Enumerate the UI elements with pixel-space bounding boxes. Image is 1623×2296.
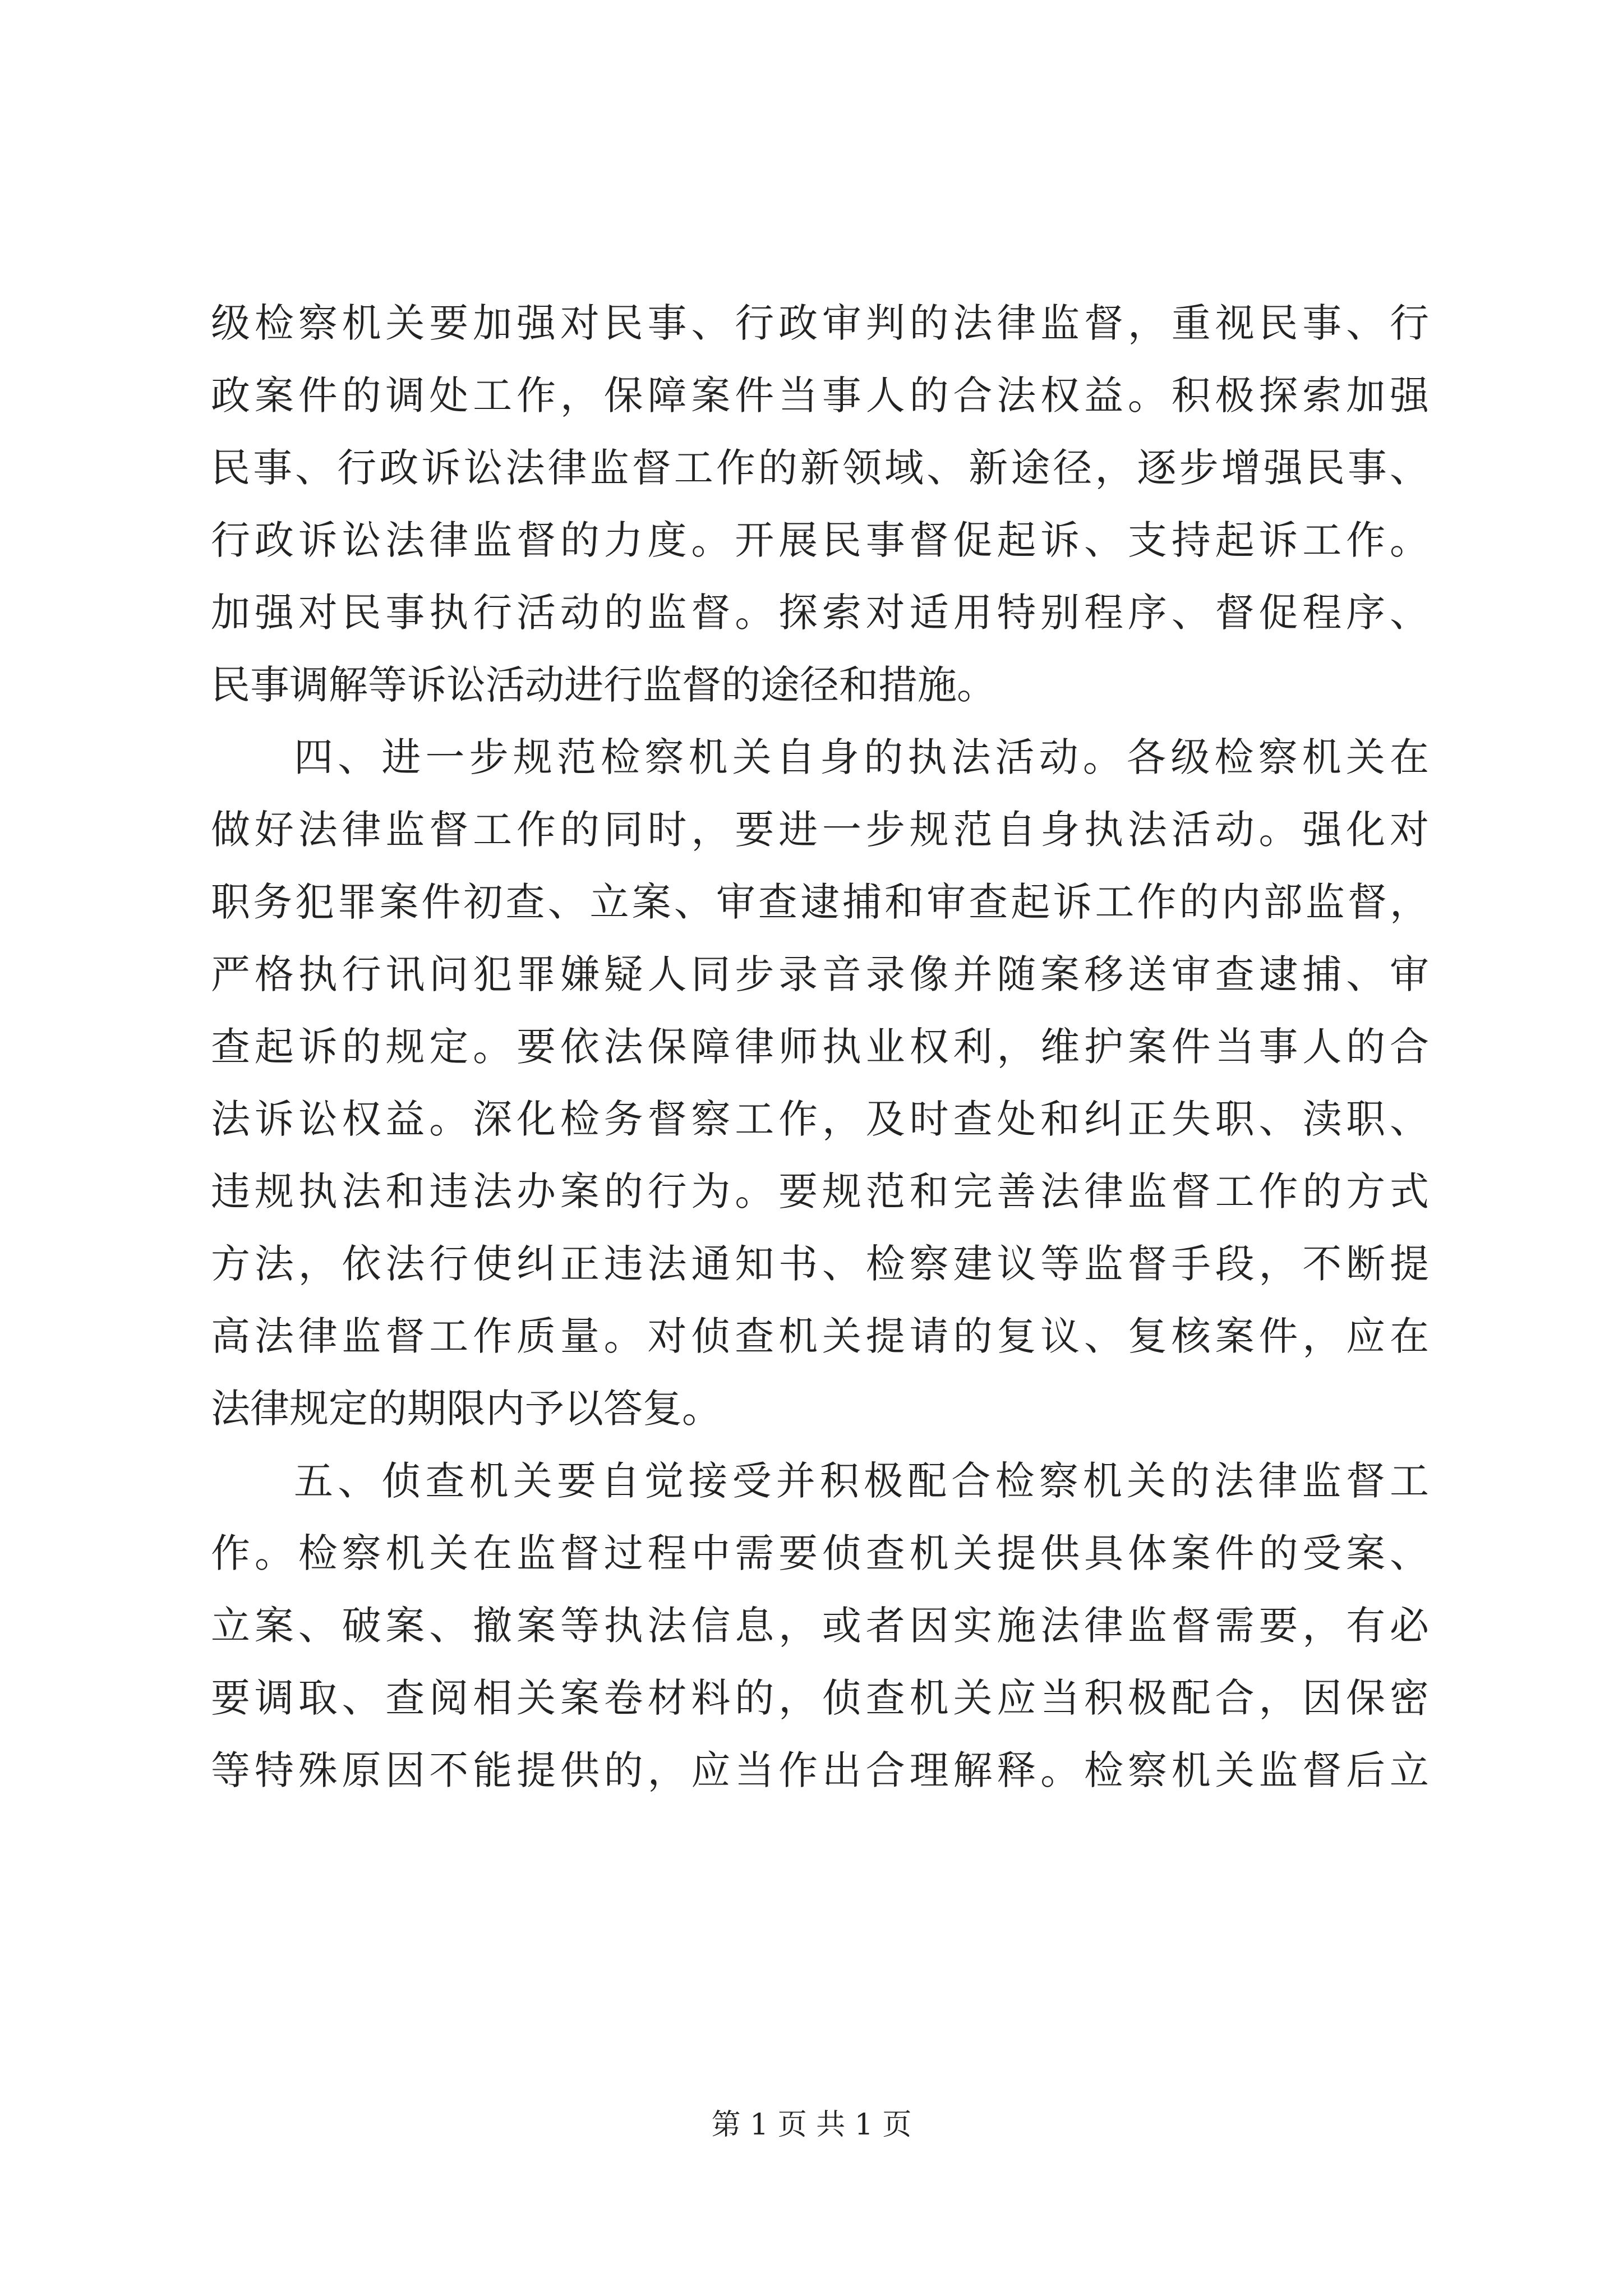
text-line: 要调取、查阅相关案卷材料的，侦查机关应当积极配合，因保密	[211, 1675, 1429, 1721]
text-line: 民事、行政诉讼法律监督工作的新领域、新途径，逐步增强民事、	[211, 445, 1429, 491]
text-line: 级检察机关要加强对民事、行政审判的法律监督，重视民事、行	[211, 300, 1429, 346]
page-footer: 第 1 页 共 1 页	[711, 2108, 912, 2142]
text-line: 加强对民事执行活动的监督。探索对适用特别程序、督促程序、	[211, 590, 1429, 636]
text-line: 作。检察机关在监督过程中需要侦查机关提供具体案件的受案、	[211, 1530, 1429, 1576]
text-line: 立案、破案、撤案等执法信息，或者因实施法律监督需要，有必	[211, 1603, 1429, 1649]
text-line: 严格执行讯问犯罪嫌疑人同步录音录像并随案移送审查逮捕、审	[211, 951, 1429, 997]
text-line: 做好法律监督工作的同时，要进一步规范自身执法活动。强化对	[211, 807, 1429, 853]
text-line: 方法，依法行使纠正违法通知书、检察建议等监督手段，不断提	[211, 1241, 1429, 1287]
text-line: 查起诉的规定。要依法保障律师执业权利，维护案件当事人的合	[211, 1024, 1429, 1070]
text-line: 职务犯罪案件初查、立案、审查逮捕和审查起诉工作的内部监督，	[211, 879, 1429, 925]
text-line: 政案件的调处工作，保障案件当事人的合法权益。积极探索加强	[211, 372, 1429, 418]
text-line: 法诉讼权益。深化检务督察工作，及时查处和纠正失职、渎职、	[211, 1096, 1429, 1142]
text-line: 高法律监督工作质量。对侦查机关提请的复议、复核案件，应在	[211, 1313, 1429, 1359]
text-line: 违规执法和违法办案的行为。要规范和完善法律监督工作的方式	[211, 1168, 1429, 1214]
document-body	[211, 287, 1429, 1807]
paragraph-start-line: 四、进一步规范检察机关自身的执法活动。各级检察机关在	[294, 734, 1429, 780]
text-line: 等特殊原因不能提供的，应当作出合理解释。检察机关监督后立	[211, 1747, 1429, 1793]
text-line: 法律规定的期限内予以答复。	[211, 1386, 721, 1432]
text-line: 行政诉讼法律监督的力度。开展民事督促起诉、支持起诉工作。	[211, 517, 1429, 563]
text-line: 民事调解等诉讼活动进行监督的途径和措施。	[211, 662, 996, 708]
paragraph-start-line: 五、侦查机关要自觉接受并积极配合检察机关的法律监督工	[294, 1458, 1429, 1504]
